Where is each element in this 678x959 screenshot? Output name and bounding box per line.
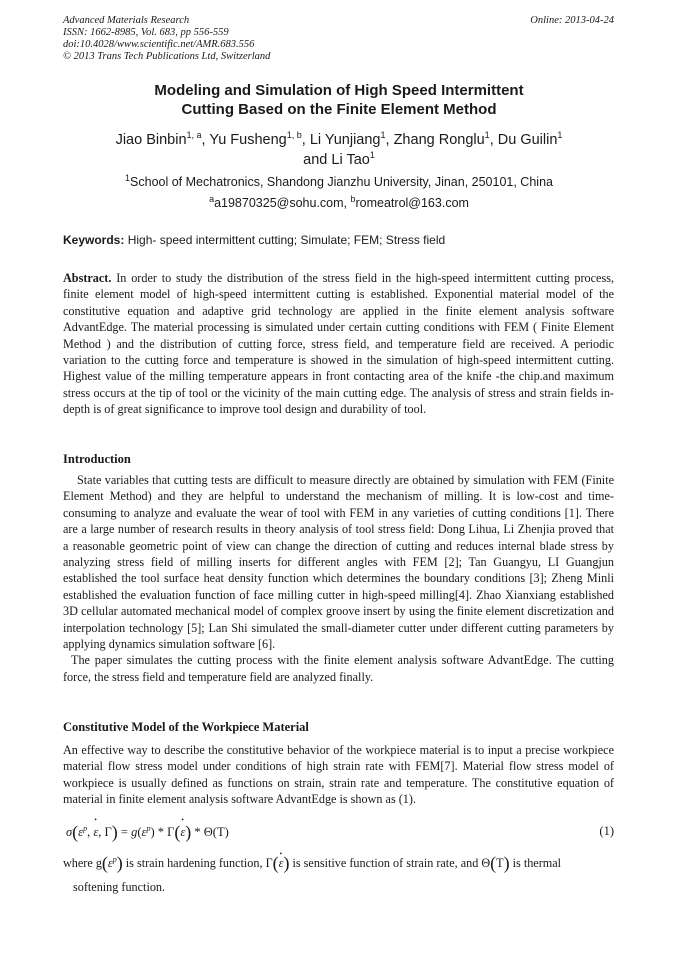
author-affil-mark: 1 bbox=[380, 130, 386, 141]
keywords-text: High- speed intermittent cutting; Simulate; FEM; Stress field bbox=[127, 233, 446, 247]
author-affil-mark: 1, b bbox=[286, 130, 302, 141]
explanation-continued: softening function. bbox=[73, 880, 166, 894]
keywords-label: Keywords: bbox=[63, 233, 125, 247]
explanation-text: where g bbox=[63, 856, 102, 871]
separator: , bbox=[489, 132, 498, 148]
author-list bbox=[0, 130, 678, 170]
issn: ISSN: 1662-8985, Vol. 683, pp 556-559 bbox=[63, 27, 229, 38]
equation-1: $\sigma(\varepsilon^p$, • ε, $\Gamma) = g(\varepsilon^p)$ * Γ(• ε) * Θ(T) bbox=[66, 822, 229, 843]
keywords bbox=[63, 233, 615, 247]
affiliation bbox=[0, 172, 678, 189]
journal-header bbox=[63, 15, 270, 63]
author-name: Du Guilin bbox=[497, 132, 558, 148]
abstract bbox=[63, 270, 614, 418]
and-word: and bbox=[303, 152, 332, 168]
introduction-paragraph-2: The paper simulates the cutting process with the finite element analysis software AdvantEdge. The cutting force, the stress field and temperature field are analyzed finally. bbox=[63, 653, 614, 684]
author-affil-mark: 1 bbox=[557, 130, 563, 141]
copyright: © 2013 Trans Tech Publications Ltd, Switzerland bbox=[63, 51, 271, 62]
author-line-2 bbox=[0, 150, 678, 170]
author-line-1 bbox=[0, 130, 678, 150]
explanation-text: is thermal bbox=[509, 856, 562, 871]
author-name: Jiao Binbin bbox=[115, 132, 187, 148]
email-line bbox=[0, 193, 678, 210]
introduction-paragraph-1: State variables that cutting tests are difficult to measure directly are obtained by simulation with FEM (Finite Element Method) and they are helpful to understand the mechanism of milling. It is low-cost and time-consuming to analyze and evaluate the wear of tool with FEM in any varieties of cutting conditions [1]. There are a large number of research results in theory analysis of tool stress field: Dong Lihua, Li Zhenjia proved that a reasonable geometric point of view can change the direction of cutting and reduces internal blade stress by analyzing stress field of milling inserts for different angles with FEM [2]; Tan Guangyu, LI Guangjun established the tool surface heat density function which determines the boundary conditions [3]; Zheng Minli established the evaluation function of face milling cutter in high-speed milling[4]. Zhao Xianxiang established 3D cellular automated mechanical model of complex groove insert by using the finite element discretization and interpolation technology [5]; Lan Shi simulated the small-diameter cutter under different cutting parameters by applying dynamics simulation software [6]. bbox=[63, 473, 614, 652]
separator: , bbox=[385, 132, 394, 148]
author-name: Li Yunjiang bbox=[309, 132, 381, 148]
paper-title bbox=[0, 81, 678, 119]
constitutive-heading: Constitutive Model of the Workpiece Material bbox=[63, 720, 309, 734]
affil-mark: 1 bbox=[125, 172, 131, 183]
title-line-2: Cutting Based on the Finite Element Method bbox=[181, 101, 497, 118]
author-name: Zhang Ronglu bbox=[393, 132, 485, 148]
equation-explanation: where $g(\varepsilon^p)$ is strain hardening function, Γ(• ε) is sensitive function of strain rate, and Θ(T) is thermal bbox=[63, 852, 614, 871]
equation-number: (1) bbox=[599, 824, 614, 838]
explanation-text: is sensitive function of strain rate, and bbox=[289, 856, 482, 871]
author-affil-mark: 1 bbox=[484, 130, 490, 141]
explanation-text: is strain hardening function, bbox=[122, 856, 266, 871]
author-name: Li Tao bbox=[331, 152, 370, 168]
author-affil-mark: 1, a bbox=[186, 130, 202, 141]
journal-name: Advanced Materials Research bbox=[63, 15, 190, 26]
online-date: Online: 2013-04-24 bbox=[530, 15, 614, 26]
separator: , bbox=[301, 132, 310, 148]
email-mark: b bbox=[350, 193, 356, 204]
doi: doi:10.4028/www.scientific.net/AMR.683.556 bbox=[63, 39, 255, 50]
abstract-text: In order to study the distribution of the stress field in the high-speed intermittent cutting process, finite element model of high-speed intermittent cutting is established. Exponential material model of the constitutive equation and adaptive grid technology are applied in the finite element analysis software AdvantEdge. The material processing is simulated under certain cutting conditions with FEM ( Finite Element Method ) and the distribution of cutting force, stress field, and temperature field are received. A periodic variation to the cutting force and temperature is showed in the simulation of high-speed intermittent cutting. Highest value of the milling temperature appears in front contacting area of the knife -the chip.and maximum stress occurs at the tip of tool or the vicinity of the main cutting edge. The analysis of stress and strain fields in-depth is of great significance to improve tool design and durability of tool. bbox=[63, 271, 614, 417]
abstract-label: Abstract. bbox=[63, 271, 112, 285]
affil-text: School of Mechatronics, Shandong Jianzhu University, Jinan, 250101, China bbox=[130, 175, 553, 189]
separator: , bbox=[343, 196, 351, 210]
author-name: Yu Fusheng bbox=[209, 132, 287, 148]
email-a[interactable]: a19870325@sohu.com bbox=[214, 196, 344, 210]
separator: , bbox=[201, 132, 210, 148]
author-affil-mark: 1 bbox=[369, 150, 375, 161]
email-b[interactable]: romeatrol@163.com bbox=[355, 196, 469, 210]
constitutive-paragraph: An effective way to describe the constitutive behavior of the workpiece material is to input a precise workpiece material flow stress model under conditions of high strain rate with FEM[7]. Material flow stress model of workpiece is usually defined as functions on strain, strain rate and temperature. The constitutive equation of material in finite element analysis software AdvantEdge is shown as (1). bbox=[63, 743, 614, 807]
introduction-body bbox=[63, 472, 614, 685]
introduction-heading: Introduction bbox=[63, 452, 131, 466]
title-line-1: Modeling and Simulation of High Speed Intermittent bbox=[154, 82, 524, 99]
email-mark: a bbox=[209, 193, 215, 204]
